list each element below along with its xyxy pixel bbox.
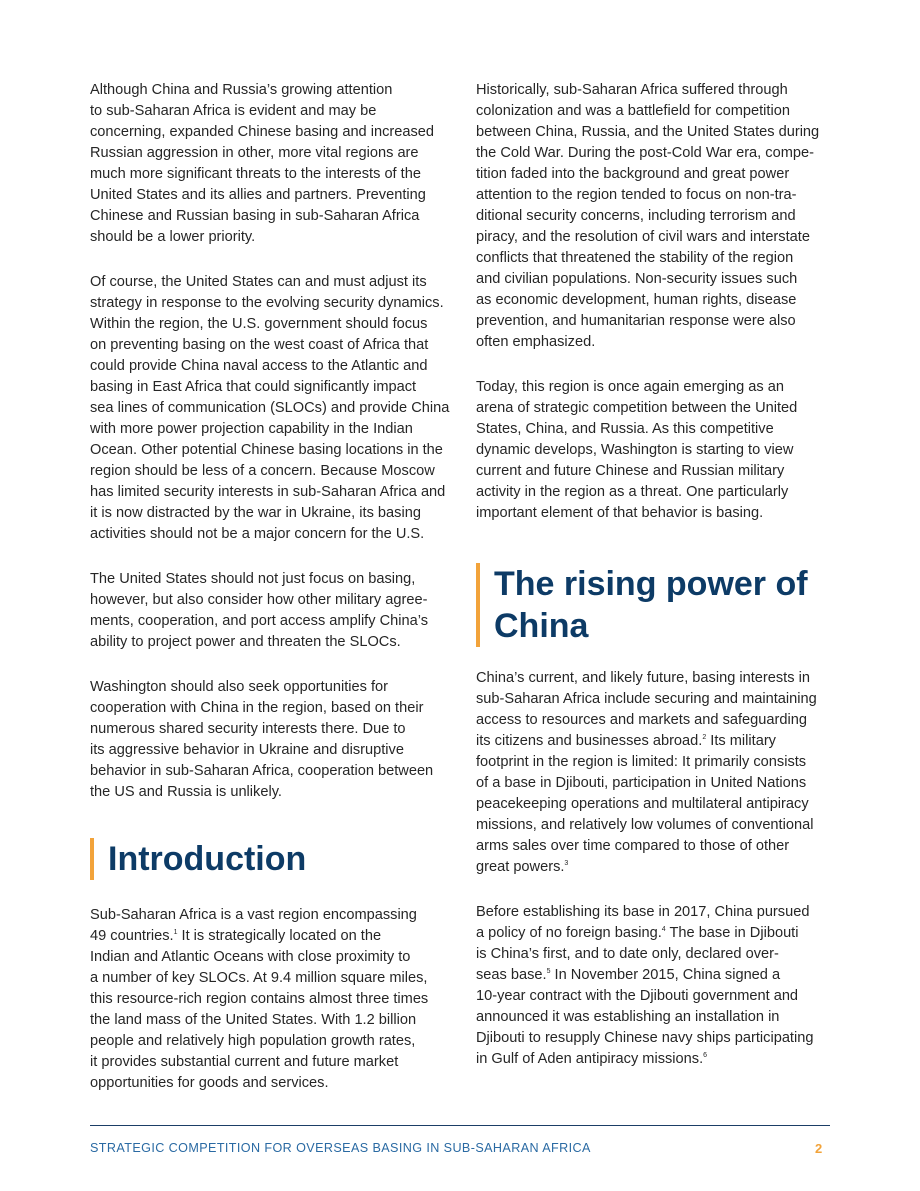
text-line: behavior in sub-Saharan Africa, cooperation between [90,763,434,779]
section-heading-introduction [90,838,306,880]
text-line: ability to project power and threaten the SLOCs. [90,634,401,650]
text-line: Within the region, the U.S. government should focus [90,316,428,332]
text-line: the Cold War. During the post-Cold War era, compe- [476,145,814,161]
text-line: arms sales over time compared to those of other [476,838,790,854]
text-line: people and relatively high population growth rates, [90,1033,416,1049]
footnote-ref[interactable]: 2 [702,734,707,741]
text-run: It is strategically located on the [177,928,382,944]
text-line [476,857,830,878]
text-line: this resource-rich region contains almost three times [90,991,429,1007]
text-line: footprint in the region is limited: It primarily consists [476,754,807,770]
text-line: activity in the region as a threat. One particularly [476,484,789,500]
text-line: China’s current, and likely future, basing interests in [476,670,810,686]
text-line: States, China, and Russia. As this competitive [476,421,774,437]
text-line: and civilian populations. Non-security issues such [476,271,798,287]
text-line: Sub-Saharan Africa is a vast region encompassing [90,907,417,923]
text-line: it provides substantial current and future market [90,1054,399,1070]
heading-text: The rising power of [494,565,808,603]
right-column [476,80,830,548]
text-line [476,965,830,986]
footnote-ref[interactable]: 3 [564,860,569,867]
text-line: tition faded into the background and great power [476,166,790,182]
text-line: basing in East Africa that could significantly impact [90,379,417,395]
text-line: attention to the region tended to focus on non-tra- [476,187,797,203]
text-line: on preventing basing on the west coast of Africa that [90,337,429,353]
text-line: Washington should also seek opportunities for [90,679,388,695]
text-line: its aggressive behavior in Ukraine and disruptive [90,742,404,758]
paragraph [90,80,444,248]
text-line: piracy, and the resolution of civil wars and interstate [476,229,810,245]
text-line: often emphasized. [476,334,596,350]
paragraph [476,902,830,1070]
text-line: should be a lower priority. [90,229,256,245]
text-line: Although China and Russia’s growing attention [90,82,393,98]
china-body [476,668,830,1094]
text-line: Ocean. Other potential Chinese basing locations in the [90,442,443,458]
text-run: a policy of no foreign basing. [476,925,662,941]
text-line: missions, and relatively low volumes of conventional [476,817,814,833]
text-line: the land mass of the United States. With 1.2 billion [90,1012,417,1028]
text-line: Today, this region is once again emerging as an [476,379,785,395]
text-line: important element of that behavior is basing. [476,505,764,521]
introduction-body [90,905,444,1118]
text-line: however, but also consider how other military agree- [90,592,428,608]
text-line: United States and its allies and partners. Preventing [90,187,426,203]
paragraph [90,569,444,653]
text-line: could provide China naval access to the Atlantic and [90,358,428,374]
paragraph [476,668,830,878]
text-run: seas base. [476,967,547,983]
text-line: cooperation with China in the region, based on their [90,700,424,716]
text-line: activities should not be a major concern for the U.S. [90,526,425,542]
text-line: dynamic develops, Washington is starting to view [476,442,794,458]
text-line [476,1049,830,1070]
text-line: arena of strategic competition between the United [476,400,798,416]
text-run: its citizens and businesses abroad. [476,733,703,749]
text-line: strategy in response to the evolving security dynamics. [90,295,444,311]
text-line: ditional security concerns, including terrorism and [476,208,796,224]
text-line: region should be less of a concern. Because Moscow [90,463,435,479]
text-line: announced it was establishing an installation in [476,1009,780,1025]
text-line: much more significant threats to the interests of the [90,166,421,182]
text-line: as economic development, human rights, disease [476,292,797,308]
section-heading-rising-power-of-china [476,563,808,647]
text-line: sub-Saharan Africa include securing and maintaining [476,691,817,707]
paragraph [90,677,444,803]
text-line: concerning, expanded Chinese basing and increased [90,124,435,140]
text-run: in Gulf of Aden antipiracy missions. [476,1051,704,1067]
footnote-ref[interactable]: 6 [703,1052,708,1059]
text-line: Before establishing its base in 2017, China pursued [476,904,810,920]
text-line: conflicts that threatened the stability of the region [476,250,794,266]
heading-text: Introduction [108,840,307,878]
footer-divider [90,1125,830,1126]
text-line: Russian aggression in other, more vital regions are [90,145,419,161]
text-run: 49 countries. [90,928,174,944]
footnote-ref[interactable]: 5 [546,968,551,975]
text-line: of a base in Djibouti, participation in United Nations [476,775,807,791]
page-number: 2 [815,1141,823,1156]
text-line: current and future Chinese and Russian military [476,463,785,479]
text-line: Chinese and Russian basing in sub-Saharan Africa [90,208,420,224]
text-line: colonization and was a battlefield for competition [476,103,790,119]
text-line: 10-year contract with the Djibouti government and [476,988,799,1004]
footnote-ref[interactable]: 1 [173,929,178,936]
text-line: Of course, the United States can and must adjust its [90,274,427,290]
text-line: sea lines of communication (SLOCs) and provide China [90,400,450,416]
text-line: a number of key SLOCs. At 9.4 million square miles, [90,970,428,986]
text-line: the US and Russia is unlikely. [90,784,282,800]
text-line: has limited security interests in sub-Saharan Africa and [90,484,446,500]
text-line: ments, cooperation, and port access amplify China’s [90,613,428,629]
text-line: to sub-Saharan Africa is evident and may be [90,103,377,119]
text-run: The base in Djibouti [665,925,799,941]
paragraph [90,272,450,545]
text-line: is China’s first, and to date only, declared over- [476,946,779,962]
text-line: with more power projection capability in the Indian [90,421,413,437]
text-line: access to resources and markets and safeguarding [476,712,807,728]
text-line: between China, Russia, and the United States during [476,124,820,140]
text-line [90,926,444,947]
text-line: numerous shared security interests there. Due to [90,721,406,737]
text-line: opportunities for goods and services. [90,1075,329,1091]
text-line: Historically, sub-Saharan Africa suffered through [476,82,788,98]
text-run: Its military [706,733,776,749]
text-line: Indian and Atlantic Oceans with close proximity to [90,949,411,965]
text-line: peacekeeping operations and multilateral antipiracy [476,796,809,812]
text-line: The United States should not just focus on basing, [90,571,416,587]
text-run: great powers. [476,859,565,875]
left-column [90,80,450,827]
paragraph [476,80,830,353]
footer-document-title: STRATEGIC COMPETITION FOR OVERSEAS BASING IN SUB-SAHARAN AFRICA [90,1141,591,1155]
text-run: In November 2015, China signed a [550,967,781,983]
paragraph [90,905,444,1094]
heading-text: China [494,607,589,645]
text-line [476,731,830,752]
text-line: Djibouti to resupply Chinese navy ships participating [476,1030,814,1046]
footnote-ref[interactable]: 4 [661,926,666,933]
text-line [476,923,830,944]
text-line: prevention, and humanitarian response were also [476,313,796,329]
text-line: it is now distracted by the war in Ukraine, its basing [90,505,421,521]
paragraph [476,377,830,524]
